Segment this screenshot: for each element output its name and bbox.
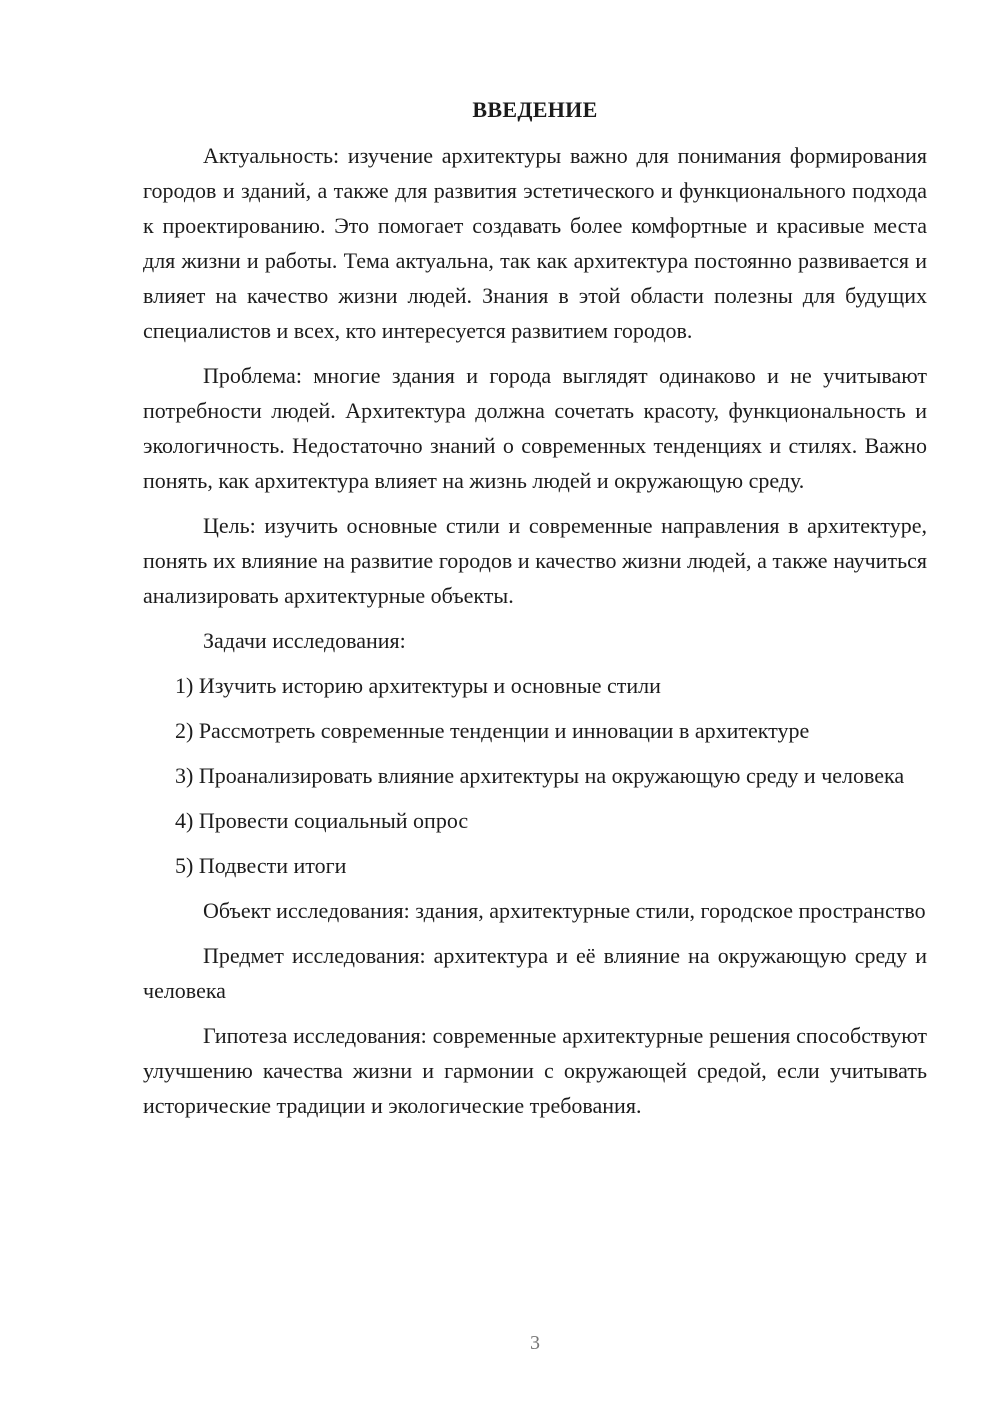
paragraph-goal: Цель: изучить основные стили и современные направления в архитектуре, понять их влияние на развитие городов и качество жизни людей, а также научиться анализировать архитектурные объекты. [143,513,927,608]
paragraph-subject: Предмет исследования: архитектура и её влияние на окружающую среду и человека [143,943,927,1003]
paragraph-problem: Проблема: многие здания и города выглядят одинаково и не учитывают потребности людей. Архитектура должна сочетать красоту, функциональность и экологичность. Недостаточно знаний о современных тенденциях и стилях. Важно понять, как архитектура влияет на жизнь людей и окружающую среду. [143,363,927,493]
list-item: 1) Изучить историю архитектуры и основные стили [175,673,661,698]
page-title: ВВЕДЕНИЕ [472,97,598,122]
paragraph-hypothesis: Гипотеза исследования: современные архитектурные решения способствуют улучшению качества жизни и гармонии с окружающей средой, если учитывать исторические традиции и экологические требования. [143,1023,927,1118]
tasks-heading: Задачи исследования: [203,628,406,653]
list-item: 3) Проанализировать влияние архитектуры на окружающую среду и человека [175,763,905,788]
page-content [143,95,927,1123]
list-item: 2) Рассмотреть современные тенденции и инновации в архитектуре [175,718,810,743]
list-item: 4) Провести социальный опрос [175,808,469,833]
list-item: 5) Подвести итоги [175,853,347,878]
paragraph-object: Объект исследования: здания, архитектурные стили, городское пространство [203,898,926,923]
page-number: 3 [530,1332,540,1354]
paragraph-relevance: Актуальность: изучение архитектуры важно для понимания формирования городов и зданий, а также для развития эстетического и функционального подхода к проектированию. Это помогает создавать более комфортные и красивые места для жизни и работы. Тема актуальна, так как архитектура постоянно развивается и влияет на качество жизни людей. Знания в этой области полезны для будущих специалистов и всех, кто интересуется развитием городов. [143,143,927,343]
tasks-list [143,668,927,883]
